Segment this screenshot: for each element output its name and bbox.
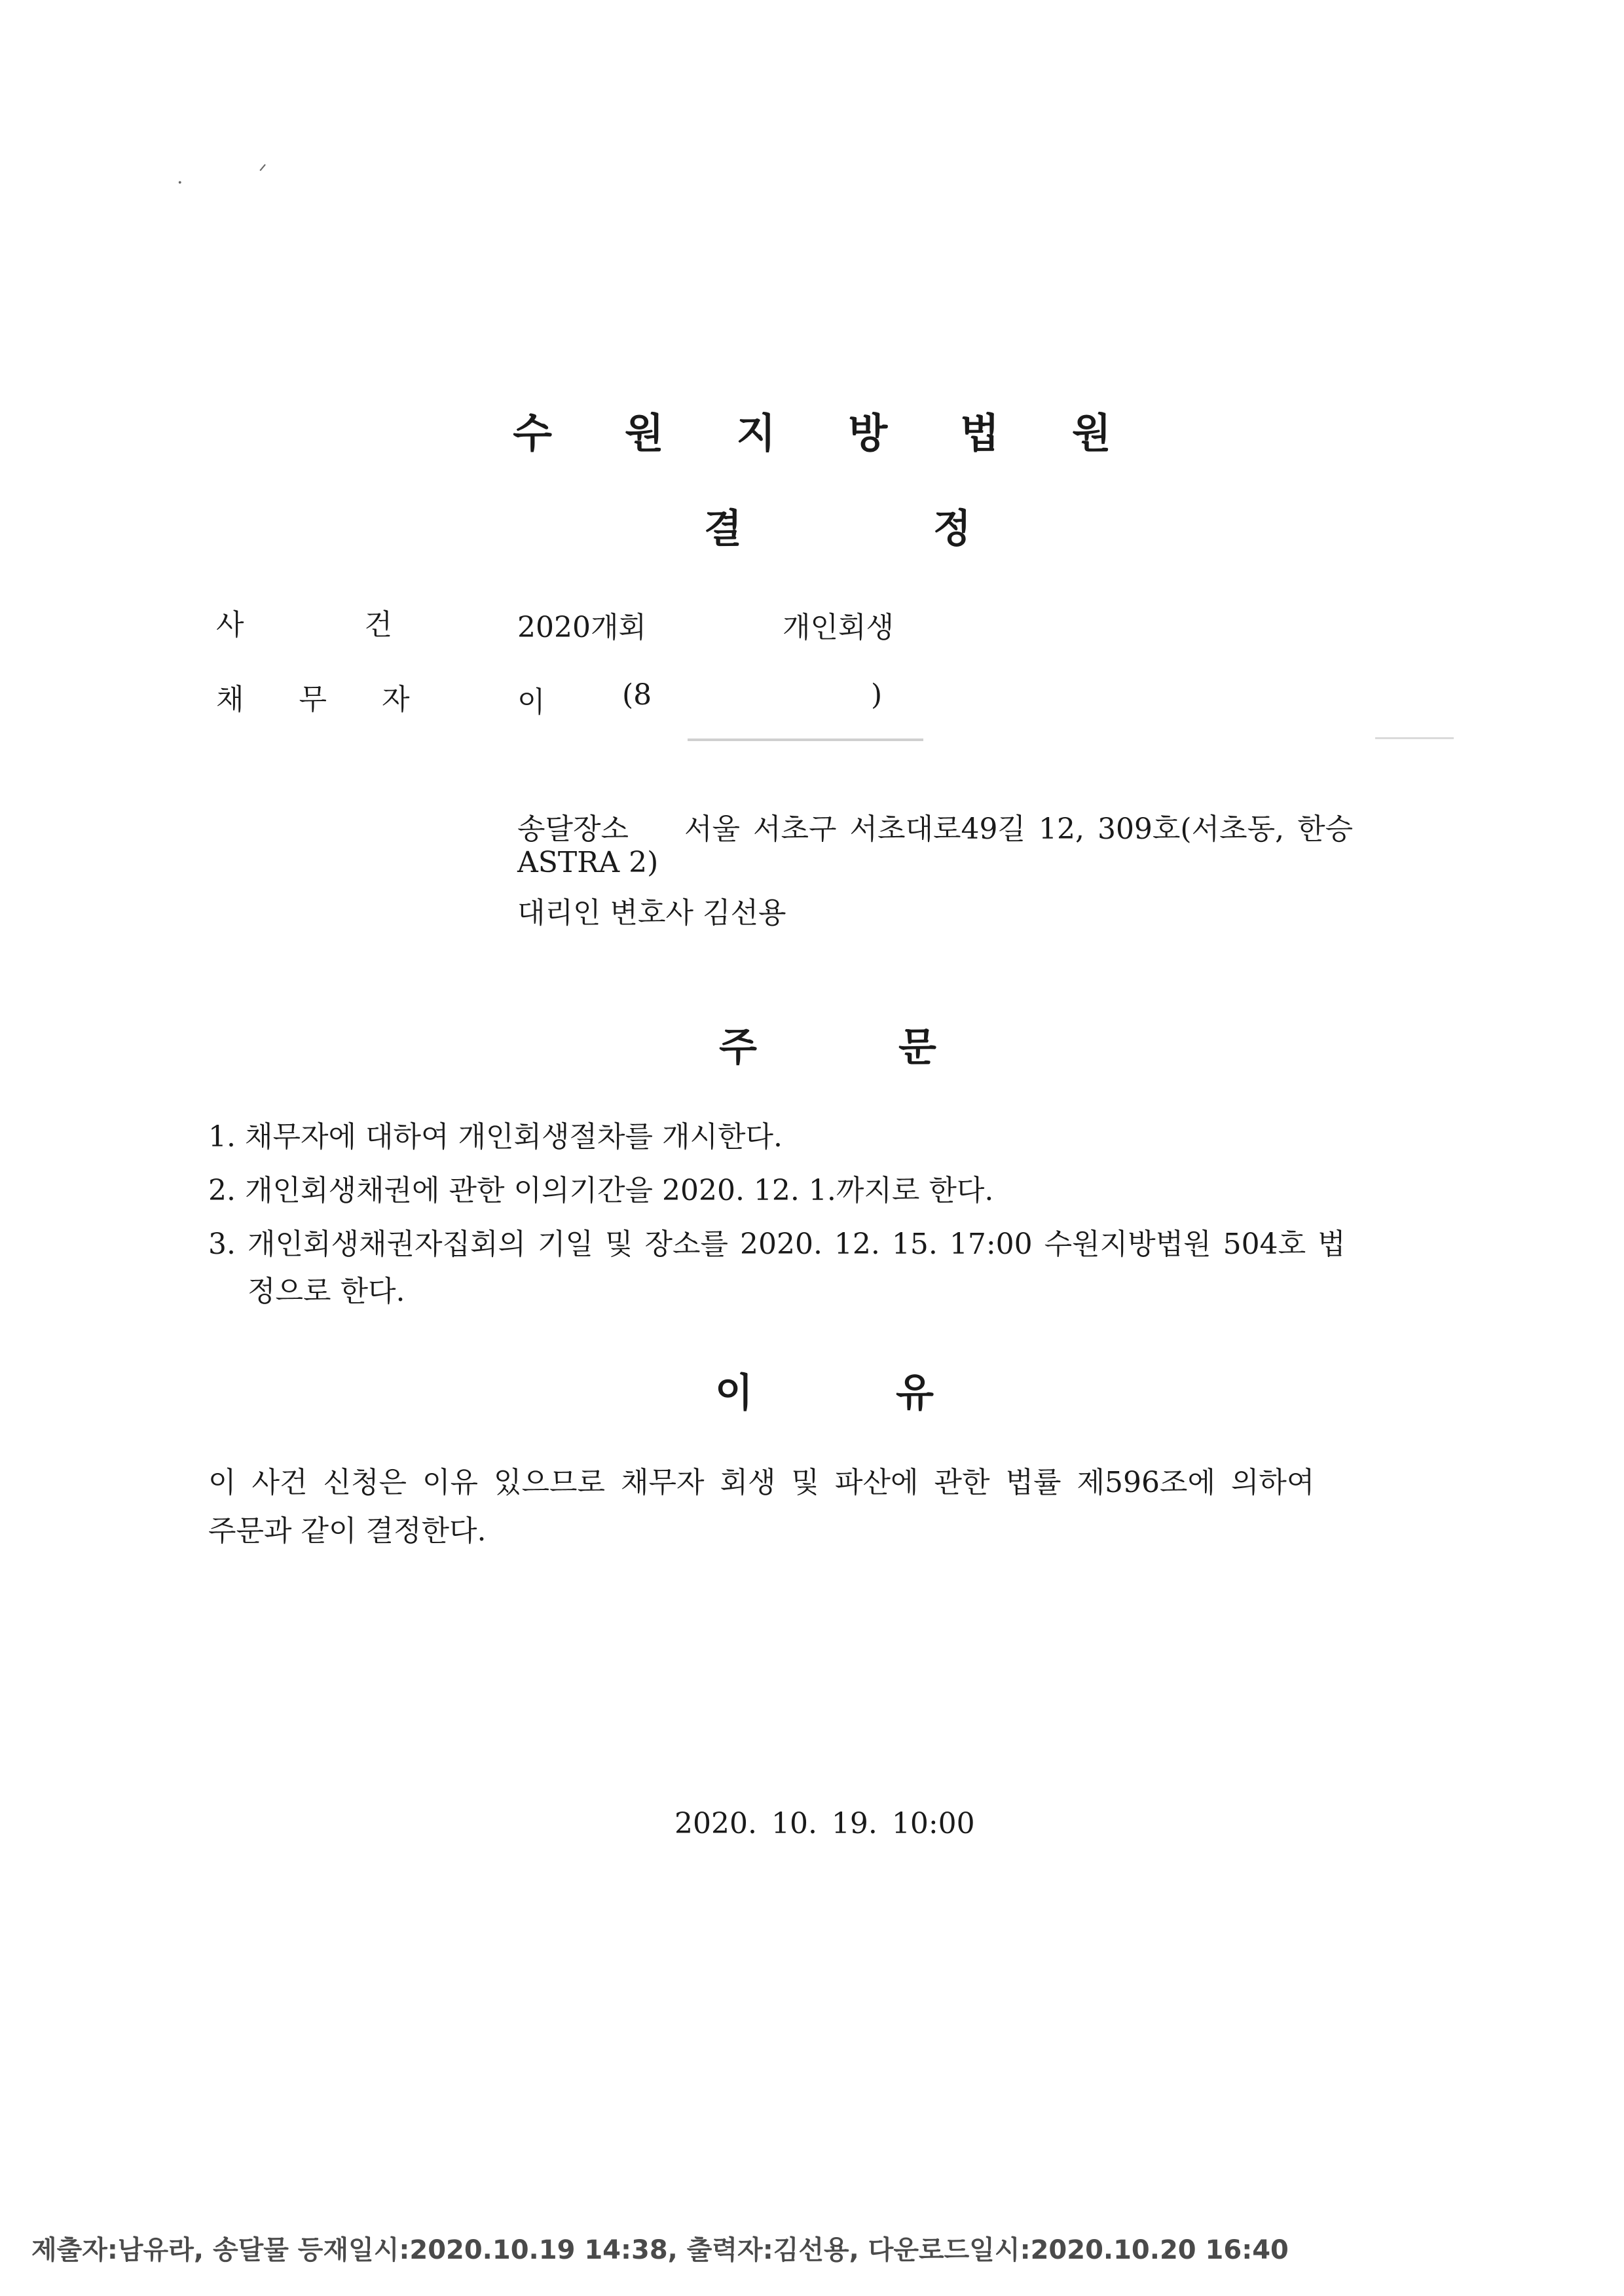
order-heading-left: 주 xyxy=(719,1025,757,1070)
redacted-address-remnant xyxy=(1375,737,1454,739)
order-item-3-cont: 정으로 한다. xyxy=(248,1275,405,1308)
service-address-line1: 서울 서초구 서초대로49길 12, 309호(서초동, 한승 xyxy=(684,812,1354,846)
scan-speck: · xyxy=(177,172,183,194)
reason-heading-left: 이 xyxy=(715,1370,753,1416)
court-name: 수 원 지 방 법 원 xyxy=(513,409,1141,457)
order-heading-right: 문 xyxy=(898,1025,936,1070)
debtor-label: 채 무 자 xyxy=(216,683,410,716)
reason-line-1: 이 사건 신청은 이유 있으므로 채무자 회생 및 파산에 관한 법률 제596조에 의하여 xyxy=(208,1466,1315,1499)
order-item-2: 2. 개인회생채권에 관한 이의기간을 2020. 12. 1.까지로 한다. xyxy=(208,1174,994,1207)
service-label: 송달장소 xyxy=(517,812,629,846)
debtor-id-close: ) xyxy=(871,678,883,712)
case-number: 2020개회 xyxy=(517,611,646,644)
doc-title-right: 정 xyxy=(933,506,971,552)
scan-speck: ᐟ xyxy=(259,160,267,183)
case-type: 개인회생 xyxy=(783,611,895,644)
reason-line-2: 주문과 같이 결정한다. xyxy=(208,1514,487,1548)
redacted-address-remnant xyxy=(688,738,923,741)
doc-title-left: 결 xyxy=(704,506,742,552)
order-item-1: 1. 채무자에 대하여 개인회생절차를 개시한다. xyxy=(208,1120,783,1154)
case-label: 사 건 xyxy=(216,608,392,642)
service-address-line2: ASTRA 2) xyxy=(517,846,659,879)
attorney: 대리인 변호사 김선용 xyxy=(517,896,786,930)
reason-heading-right: 유 xyxy=(896,1370,934,1416)
debtor-name: 이 xyxy=(517,685,545,719)
download-stamp-footer: 제출자:남유라, 송달물 등재일시:2020.10.19 14:38, 출력자:김선용, 다운로드일시:2020.10.20 16:40 xyxy=(31,2235,1289,2265)
decision-datetime: 2020. 10. 19. 10:00 xyxy=(674,1807,975,1840)
order-item-3: 3. 개인회생채권자집회의 기일 및 장소를 2020. 12. 15. 17:00 수원지방법원 504호 법 xyxy=(208,1228,1346,1261)
debtor-id-open: (8 xyxy=(622,678,652,712)
